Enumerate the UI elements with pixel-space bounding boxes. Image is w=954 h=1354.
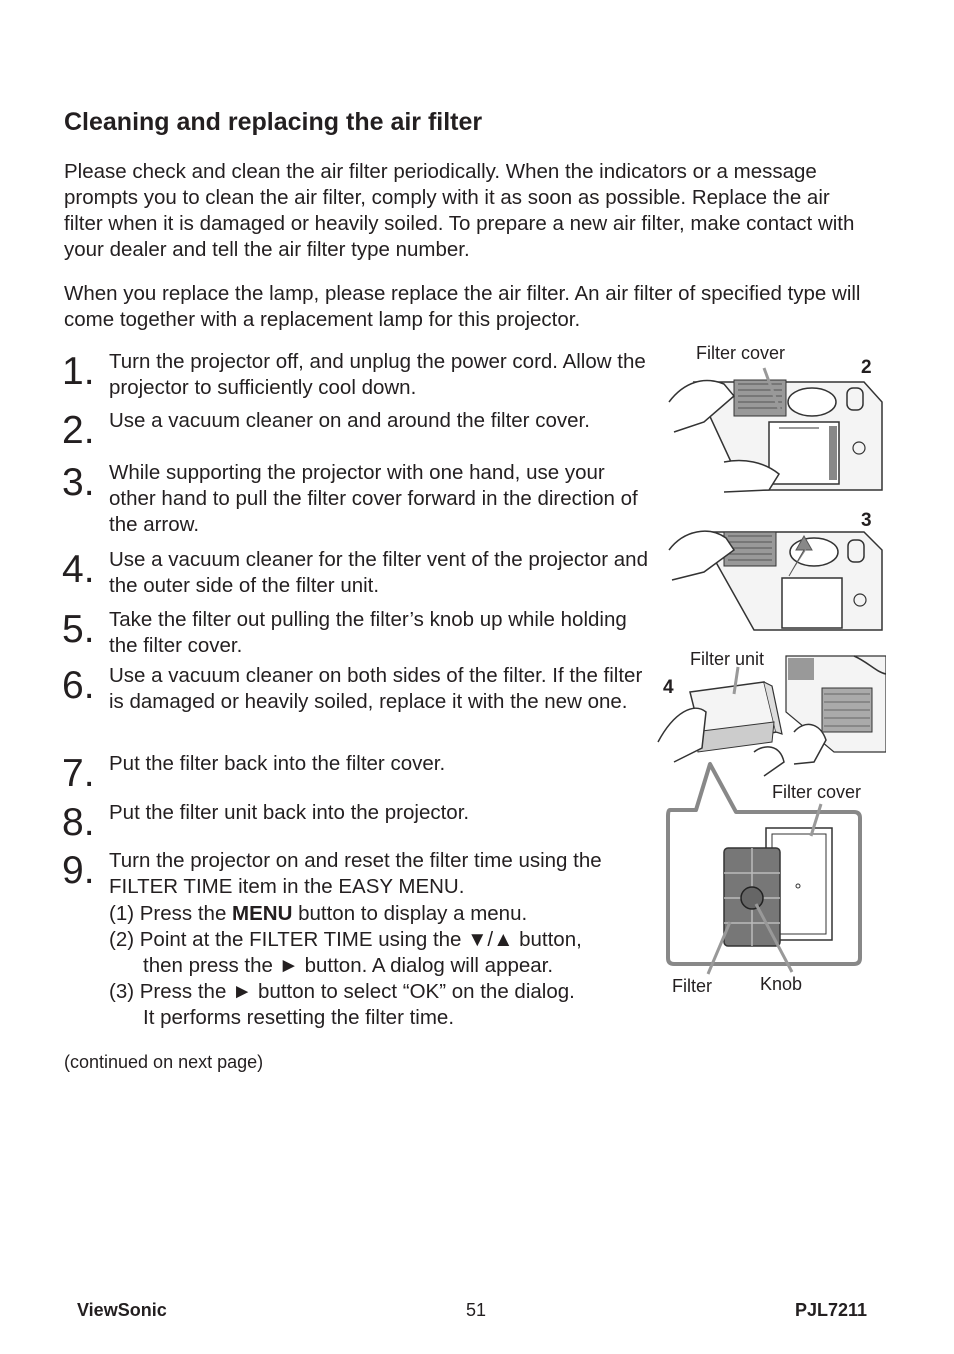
footer-page-number: 51	[466, 1300, 487, 1320]
substep-1-prefix: (1) Press the	[109, 902, 233, 925]
illustration-step-3	[664, 520, 886, 632]
label-filter-unit: Filter unit	[690, 649, 765, 669]
label-filter: Filter	[672, 976, 712, 996]
substep-3-line-1: (3) Press the ► button to select “OK” on the dialog.	[109, 980, 575, 1003]
step-number-3: 3.	[62, 461, 95, 504]
step-text-3: While supporting the projector with one hand, use your other hand to pull the filter cover forward in the direction of the arrow.	[109, 461, 638, 536]
page-title: Cleaning and replacing the air filter	[64, 108, 483, 136]
step-number-5: 5.	[62, 608, 95, 651]
step-number-9: 9.	[62, 849, 95, 892]
substep-3-line-2: It performs resetting the filter time.	[143, 1006, 455, 1029]
substep-2-line-2: then press the ► button. A dialog will appear.	[143, 954, 554, 977]
step-number-8: 8.	[62, 801, 95, 844]
step-number-7: 7.	[62, 752, 95, 795]
illustration-step-2	[664, 362, 886, 500]
figure-step-4-number: 4	[663, 677, 674, 698]
step-text-7: Put the filter back into the filter cover.	[109, 752, 446, 775]
step-text-1: Turn the projector off, and unplug the power cord. Allow the projector to sufficiently cool down.	[109, 350, 646, 399]
step-text-8: Put the filter unit back into the projector.	[109, 801, 470, 824]
step-text-9: Turn the projector on and reset the filter time using the FILTER TIME item in the EASY MENU.	[109, 849, 602, 898]
substep-2-line-1: (2) Point at the FILTER TIME using the ▼/▲ button,	[109, 928, 582, 951]
label-filter-cover-top: Filter cover	[696, 343, 786, 363]
figure-step-3-number: 3	[861, 510, 872, 531]
substep-1-menu-key: MENU	[232, 902, 293, 925]
footer-brand: ViewSonic	[77, 1300, 167, 1320]
step-text-2: Use a vacuum cleaner on and around the filter cover.	[109, 409, 590, 432]
step-text-6: Use a vacuum cleaner on both sides of the filter. If the filter is damaged or heavily soiled, replace it with the new one.	[109, 664, 643, 713]
substep-1-suffix: button to display a menu.	[292, 902, 528, 925]
step-number-6: 6.	[62, 664, 95, 707]
footer-model: PJL7211	[795, 1300, 868, 1320]
step-text-5: Take the filter out pulling the filter’s knob up while holding the filter cover.	[109, 608, 627, 657]
step-text-4: Use a vacuum cleaner for the filter vent of the projector and the outer side of the filter unit.	[109, 548, 648, 597]
substep-1	[109, 901, 649, 927]
label-filter-cover-bottom: Filter cover	[772, 782, 862, 802]
figure-step-2-number: 2	[861, 357, 872, 378]
intro-paragraph-2: When you replace the lamp, please replace the air filter. An air filter of specified type will come together with a replacement lamp for this projector.	[64, 282, 861, 331]
illustration-step-7	[666, 760, 864, 982]
intro-paragraph-1: Please check and clean the air filter periodically. When the indicators or a message prompts you to clean the air filter, comply with it as soon as possible. Replace the air filter when it is damaged or heavily soiled. To prepare a new air filter, make contact with your dealer and tell the air filter type number.	[64, 160, 855, 261]
label-knob: Knob	[760, 974, 803, 994]
continued-note: (continued on next page)	[64, 1052, 264, 1072]
step-number-2: 2.	[62, 409, 95, 452]
step-number-1: 1.	[62, 350, 95, 393]
step-number-4: 4.	[62, 548, 95, 591]
